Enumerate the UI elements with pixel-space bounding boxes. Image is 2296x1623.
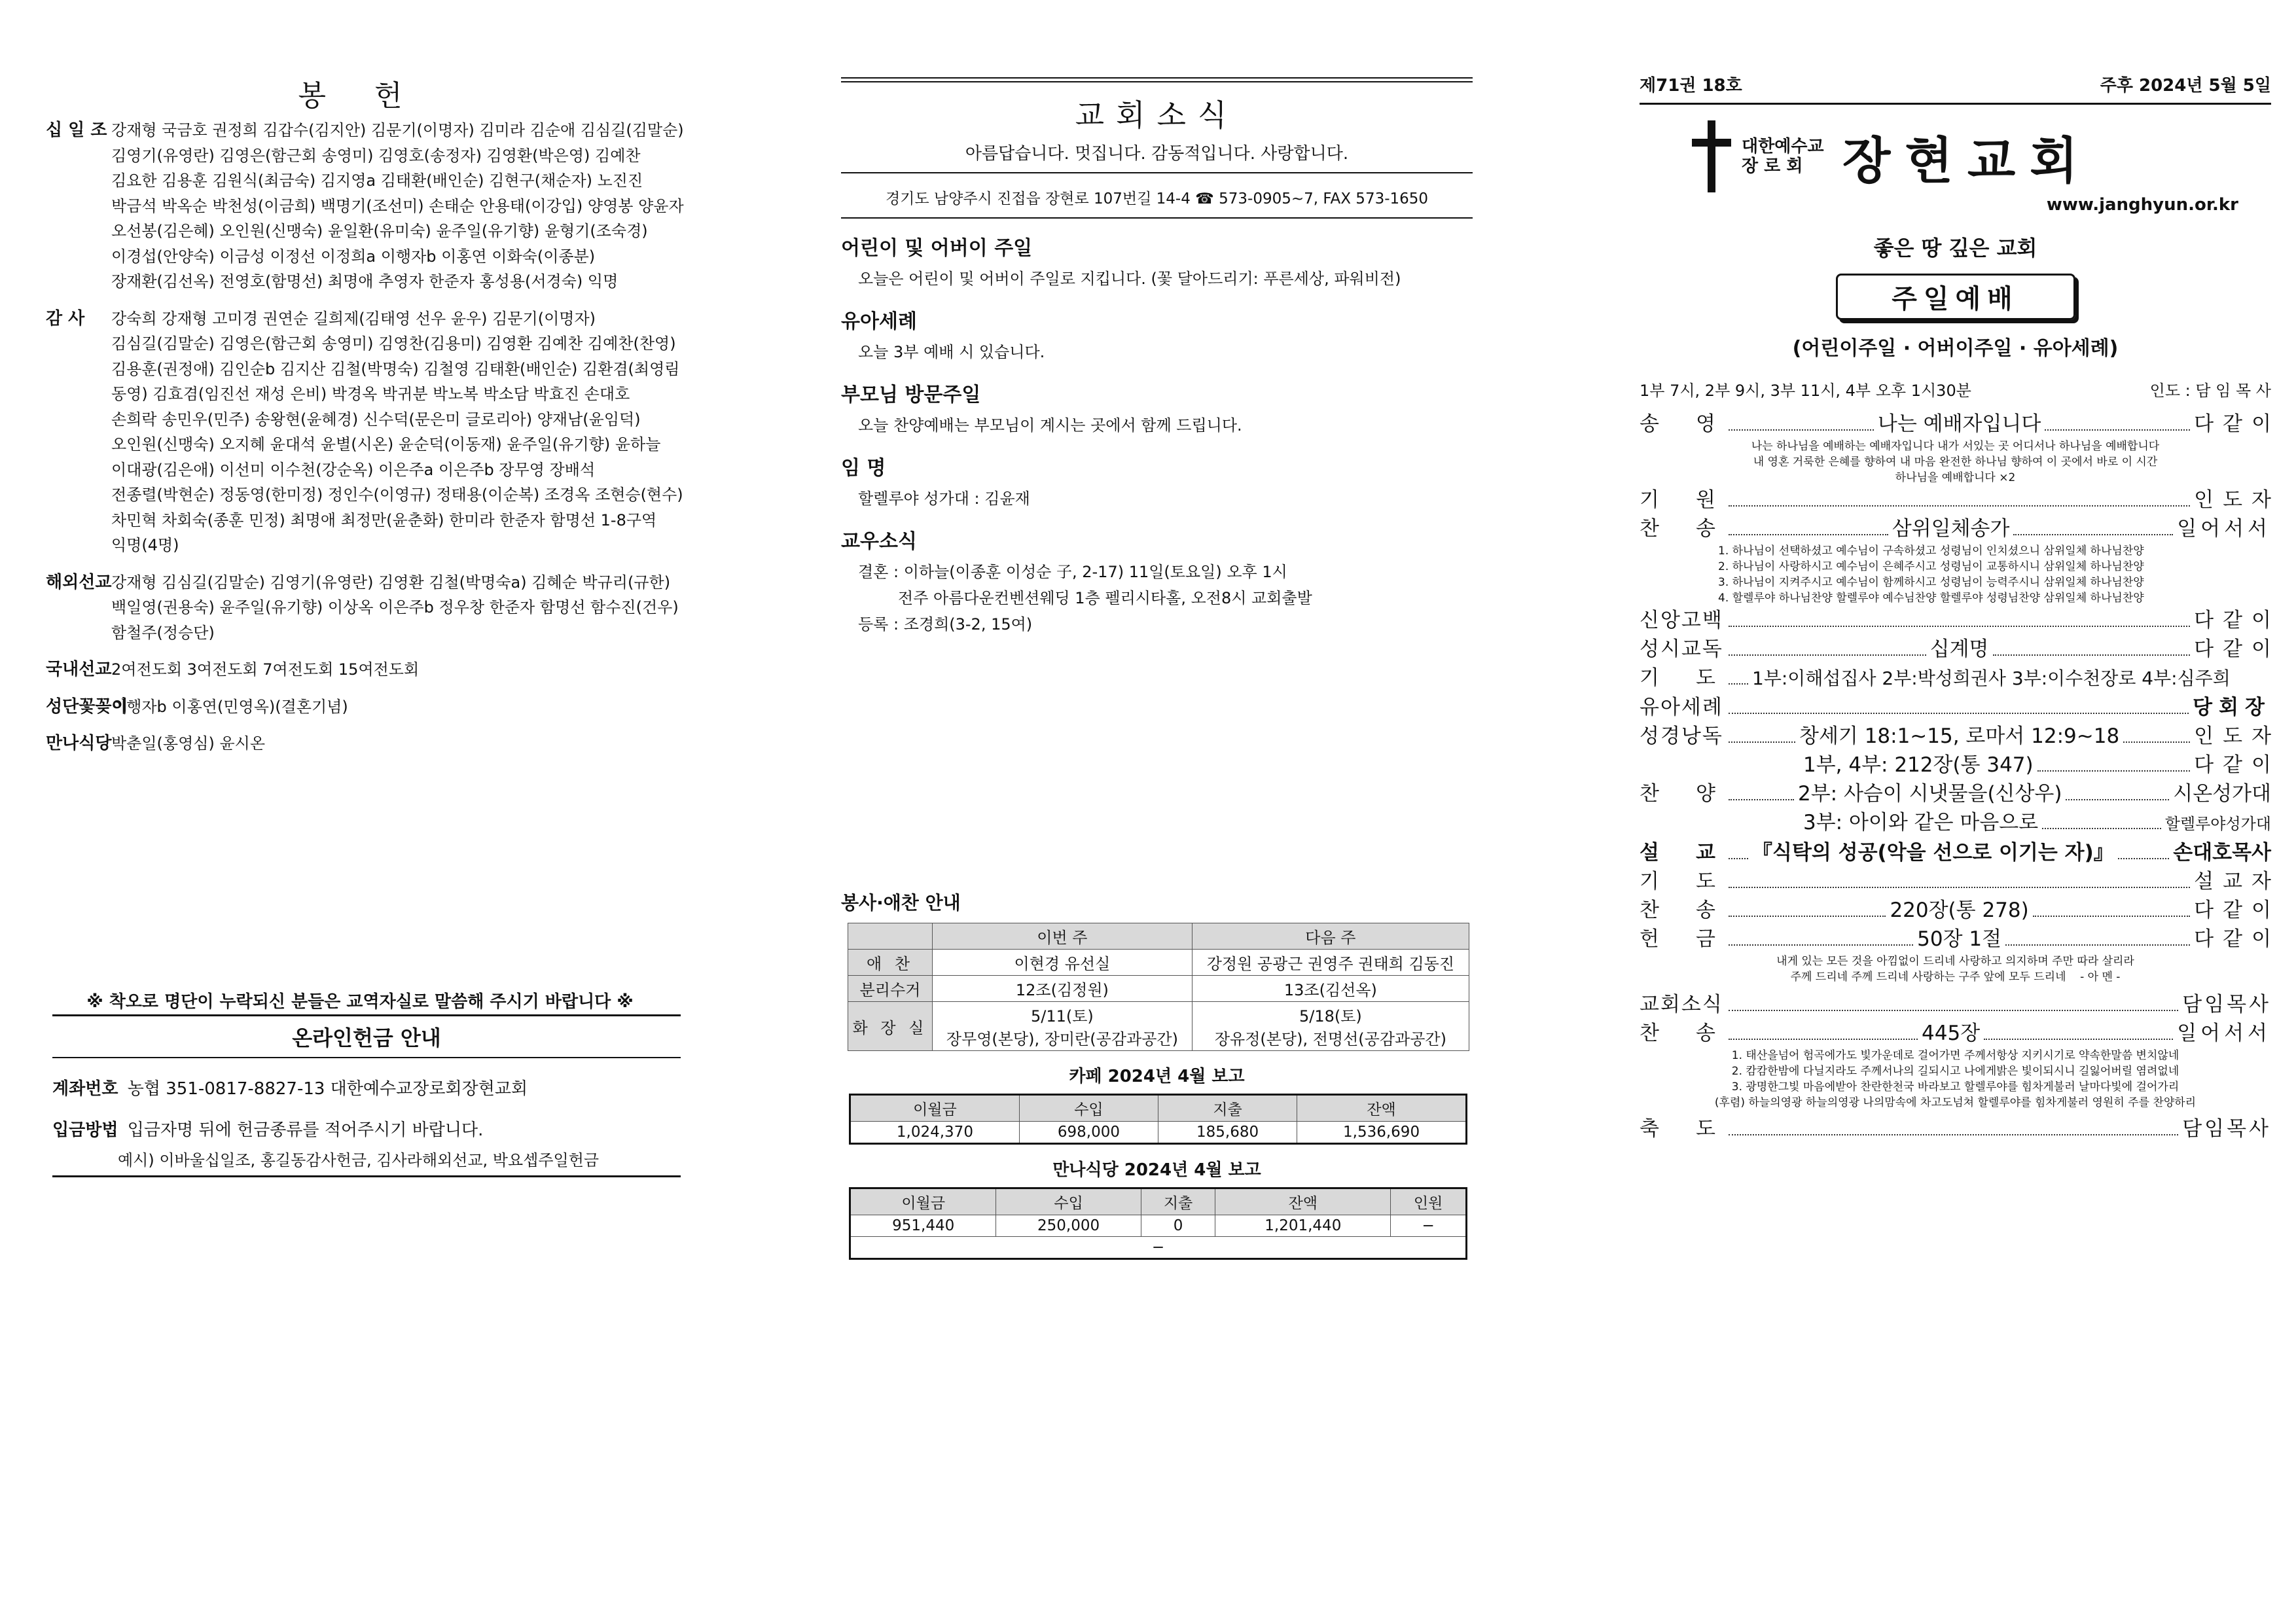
order-by: 다같이 [2194,753,2280,777]
order-row [1640,722,2281,751]
denomination [1742,137,1827,176]
offering-group-tithe [46,118,684,294]
table-header: 이번 주 [933,923,1193,950]
service-title: 주일예배 [1836,274,2075,320]
manna-report-table [849,1187,1467,1260]
name-line: 이경섭(안양숙) 이금성 이정선 이정희a 이행자b 이홍연 이화숙(이종분) [111,247,596,266]
group-label: 해외선교 [46,572,112,592]
cafe-report-title: 카페 2024년 4월 보고 [1069,1067,1245,1086]
lyric-line: 하나님을 예배합니다 ×2 [1895,471,2016,484]
row-label: 애 찬 [848,950,933,976]
sermon-title: 『식탁의 성공(악을 선으로 이기는 자)』 [1752,841,2114,865]
dot-leader [2033,916,2190,917]
table-cell: 951,440 [850,1215,996,1237]
order-by: 시온성가대 [2173,782,2271,806]
account-value: 농협 351-0817-8827-13 대한예수교장로회장현교회 [127,1079,528,1099]
news-text: 등록 : 조경희(3-2, 15여) [858,615,1033,633]
news-heading: 어린이 및 어버이 주일 [841,237,1033,260]
order-label: 기도 [1640,666,1752,690]
order-row [1640,896,2280,925]
account-label: 계좌번호 [52,1079,118,1099]
name-line: 손희락 송민우(민주) 송왕현(윤혜경) 신수덕(문은미 글로리아) 양재남(윤임덕) [111,410,641,429]
service-times: 1부 7시, 2부 9시, 3부 11시, 4부 오후 1시30분 [1640,382,1971,400]
news-item [841,232,1473,292]
order-row [1640,664,2271,693]
table-header: 인원 [1391,1188,1467,1215]
preacher: 손대호목사 [2173,841,2271,865]
name-line: 박금석 박옥순 박천성(이금희) 백명기(조선미) 손태순 안용태(이강입) 양영봉 양윤자 [111,196,684,215]
method-example: 예시) 이바울십일조, 홍길동감사헌금, 김사라해외선교, 박요셉주일헌금 [118,1151,600,1169]
order-by: 인도자 [2194,488,2280,512]
online-giving-title: 온라인헌금 안내 [52,1014,681,1058]
account-row [52,1075,681,1099]
order-row [1640,779,2271,808]
table-cell: 13조(김선옥) [1192,976,1469,1002]
table-header: 잔액 [1215,1188,1391,1215]
bulletin-header [1640,72,2271,105]
table-row [848,950,1469,976]
lyric-line: 1. 태산을넘어 험곡에가도 빛가운데로 걸어가면 주께서항상 지키시기로 약속한말씀 변치않네 [1731,1049,2179,1062]
order-by: 할렐루야성가대 [2164,815,2271,833]
dot-leader [1729,713,2189,714]
name-line: 전종렬(박현순) 정동영(한미정) 정인수(이영규) 정태용(이순복) 조경옥 조현승(현수) [111,486,683,504]
name-line: 백일영(권용숙) 윤주일(유기향) 이상옥 이은주b 정우창 한준자 함명선 함수진(건우) [111,598,679,616]
method-row [52,1116,681,1141]
dot-leader [1984,1039,2173,1040]
dot-leader [1729,858,1748,859]
order-by: 일어서서 [2177,517,2272,541]
name-line: 이행자b 이홍연(민영옥)(결혼기념) [111,697,348,716]
order-title: 3부: 아이와 같은 마음으로 [1803,811,2039,834]
name-line: 김심길(김말순) 김영은(함근회 송영미) 김영찬(김용미) 김영환 김예찬 김예찬(찬영) [111,334,676,353]
news-heading: 부모님 방문주일 [841,383,981,406]
offering-group-flowers [46,694,681,720]
name-line: 오인원(신맹숙) 오지혜 윤대석 윤별(시온) 윤순덕(이동재) 윤주일(유기향) 윤하늘 [111,435,661,454]
dot-leader [1729,429,1874,431]
row-label: 분리수거 [848,976,933,1002]
news-text: 할렐루야 성가대 : 김윤재 [858,490,1030,508]
dot-leader [2118,858,2170,859]
name-line: 차민혁 차회숙(종훈 민정) 최명애 최정만(윤춘화) 한미라 한준자 함명선 1-8구역 [111,510,657,529]
name-line: 함철주(정승단) [111,623,215,642]
order-by: 담임목사 [2182,1117,2271,1141]
order-row [1640,606,2280,635]
order-label: 성시교독 [1640,637,1723,661]
offering-title: 봉 헌 [298,79,422,113]
lyric-line: 나는 하나님을 예배하는 예배자입니다 내가 서있는 곳 어디서나 하나님을 예배합니다 [1751,440,2160,453]
order-label: 성경낭독 [1640,724,1723,748]
news-text: 결혼 : 이하늘(이종훈 이성순 子, 2-17) 11일(토요일) 오후 1시 [858,563,1287,581]
table-cell: − [850,1237,1467,1259]
service-duty-table [848,923,1469,1051]
lyric-line: 내게 있는 모든 것을 아낌없이 드리네 사랑하고 의지하며 주만 따라 살리라 [1776,955,2134,968]
name-line: 강재형 김심길(김말순) 김영기(유영란) 김영환 김철(박명숙a) 김혜순 박규리(규한) [111,573,671,592]
omission-notice: ※ 착오로 명단이 누락되신 분들은 교역자실로 말씀해 주시기 바랍니다 ※ [86,992,634,1012]
order-title: 2부: 사슴이 시냇물을(신상우) [1798,782,2062,806]
cell-date: 5/11(토) [1030,1007,1094,1026]
name-line: 김용훈(권정애) 김인순b 김지산 김철(박명숙) 김철영 김태환(배인순) 김환겸(최영림 [111,359,680,378]
table-cell: 250,000 [996,1215,1141,1237]
table-header: 이월금 [850,1095,1020,1122]
dot-leader [1729,1134,2178,1135]
order-row [1640,925,2281,954]
order-label: 찬양 [1640,782,1752,806]
offering-group-thanks [46,306,681,558]
table-cell: 1,536,690 [1297,1122,1467,1144]
church-logo [1692,120,2271,192]
name-line: 박춘일(홍영심) 윤시온 [111,734,266,753]
order-by: 다같이 [2194,927,2281,951]
order-row [1640,486,2280,514]
order-label: 송영 [1640,412,1752,436]
news-text: 오늘 찬양예배는 부모님이 계시는 곳에서 함께 드립니다. [858,416,1242,435]
order-by: 담임목사 [2182,993,2271,1016]
dot-leader [2066,799,2169,800]
group-label: 만나식당 [46,734,112,753]
order-title: 삼위일체송가 [1892,517,2010,541]
order-title: 445장 [1922,1022,1981,1045]
group-label: 감 사 [46,308,85,329]
dot-leader [1729,887,2190,888]
news-heading: 유아세례 [841,310,917,333]
order-label: 찬송 [1640,517,1752,541]
manna-report-title: 만나식당 2024년 4월 보고 [1052,1160,1261,1180]
table-cell: 강정원 공광근 권영주 권태희 김동진 [1192,950,1469,976]
table-header: 잔액 [1297,1095,1467,1122]
news-heading: 교우소식 [841,530,917,553]
table-cell: 12조(김정원) [933,976,1193,1002]
group-label: 십 일 조 [46,120,107,140]
news-item [841,525,1473,637]
dot-leader [1729,534,1888,535]
order-label: 찬송 [1640,899,1752,922]
group-label: 성단꽃꽂이 [46,696,128,717]
order-by: 다같이 [2194,899,2280,922]
service-times-row [1640,378,2271,401]
cross-icon [1692,120,1731,192]
table-cell: 이현경 유선실 [933,950,1193,976]
order-label: 유아세례 [1640,696,1723,719]
table-cell: 0 [1141,1215,1215,1237]
volume-number: 제71권 18호 [1640,76,1742,96]
dot-leader [2123,741,2190,743]
offering-group-domestic [46,657,681,683]
lyric-line: 1. 하나님이 선택하셨고 예수님이 구속하셨고 성령님이 인치셨으니 삼위일체 하나님찬양 [1718,544,2144,558]
order-label: 축도 [1640,1117,1752,1141]
dot-leader [1993,654,2191,656]
table-header: 지출 [1158,1095,1297,1122]
church-address: 경기도 남양주시 진접읍 장현로 107번길 14-4 ☎ 573-0905~7, FAX 573-1650 [841,187,1473,219]
dot-leader [2037,770,2191,772]
method-value: 입금자명 뒤에 헌금종류를 적어주시기 바랍니다. [127,1120,484,1140]
denomination-line: 장 로 회 [1742,156,1803,176]
service-duty-section [841,889,1473,1260]
order-detail: 1부:이해섭집사 2부:박성희권사 3부:이수천장로 4부:심주희 [1752,668,2231,689]
dot-leader [1729,654,1926,656]
lyric-line: 3. 광명한그빛 마음에받아 찬란한천국 바라보고 할렐루야를 힘차게불러 날마다빛에 걸어가리 [1731,1080,2179,1094]
table-header: 수입 [1019,1095,1158,1122]
table-cell [1192,1002,1469,1051]
dot-leader [2013,534,2173,535]
name-line: 오선봉(김은혜) 오인원(신맹숙) 윤일환(유미숙) 윤주일(유기향) 윤형기(조숙경) [111,222,648,240]
website: www.janghyun.or.kr [2046,195,2238,215]
order-title: 1부, 4부: 212장(통 347) [1803,753,2034,777]
table-header: 수입 [996,1188,1141,1215]
order-row [1640,808,2271,838]
lyric-line: 2. 캄캄한밤에 다닐지라도 주께서나의 길되시고 나에게밝은 빛이되시니 길잃어버릴 염려없네 [1731,1065,2179,1078]
service-leader: 인도 : 담 임 목 사 [2149,382,2271,400]
order-title: 50장 1절 [1917,927,2002,951]
offering-list [46,118,684,768]
news-title: 교회소식 [1075,98,1239,133]
worship-order-section [1640,0,2281,1143]
name-line: 김요한 김용훈 김원식(최금숙) 김지영a 김태환(배인순) 김현구(채순자) 노진진 [111,171,643,190]
cell-names: 장무영(본당), 장미란(공감과공간) [946,1030,1178,1048]
order-title: 창세기 18:1~15, 로마서 12:9~18 [1799,724,2120,748]
bulletin-date: 주후 2024년 5월 5일 [2100,76,2271,96]
dot-leader [2042,828,2161,829]
order-row [1640,1019,2271,1048]
order-label: 기원 [1640,488,1752,512]
table-cell: − [1391,1215,1467,1237]
table-header: 이월금 [850,1188,996,1215]
church-motto: 아름답습니다. 멋집니다. 감동적입니다. 사랑합니다. [841,140,1473,173]
dot-leader [1729,916,1886,917]
order-label: 찬송 [1640,1022,1752,1045]
table-row [848,1002,1469,1051]
name-line: 장재환(김선옥) 전영호(함명선) 최명애 추영자 한준자 홍성용(서경숙) 익명 [111,272,619,291]
order-title: 220장(통 278) [1890,899,2029,922]
online-giving-box [52,1014,681,1177]
table-cell: 185,680 [1158,1122,1297,1144]
offering-group-overseas [46,570,681,646]
worship-order [1640,410,2281,1143]
news-item [841,305,1473,365]
order-row [1640,1115,2271,1143]
church-name: 장현교회 [1842,131,2092,190]
news-item [841,452,1473,512]
lyric-line: 3. 하나님이 지켜주시고 예수님이 함께하시고 성령님이 능력주시니 삼위일체 하나님찬양 [1718,576,2144,589]
name-line: 강숙희 강재형 고미경 권연순 길희제(김태영 선우 윤우) 김문기(이명자) [111,309,596,328]
cafe-report-table [849,1094,1467,1145]
news-text: 오늘 3부 예배 시 있습니다. [858,343,1045,361]
order-row [1640,693,2271,722]
row-label: 화 장 실 [848,1002,933,1051]
lyric-line: 4. 할렐루야 하나님찬양 할렐루야 예수님찬양 할렐루야 성령님찬양 삼위일체 하나님찬양 [1718,592,2144,605]
service-duty-heading: 봉사·애찬 안내 [841,892,961,914]
name-line: 익명(4명) [111,536,179,554]
news-heading: 임 명 [841,457,886,480]
lyric-line: 내 영혼 거룩한 은혜를 향하여 내 마음 완전한 하나님 향하여 이 곳에서 바로 이 시간 [1753,455,2158,469]
name-line: 동영) 김효겸(임진선 재성 은비) 박경옥 박귀분 박노복 박소담 박효진 손대호 [111,385,630,403]
dot-leader [1729,944,1913,946]
dot-leader [1729,505,2190,507]
group-label: 국내선교 [46,660,112,679]
order-row [1640,867,2280,896]
offering-group-manna [46,731,681,757]
order-by: 인도자 [2194,724,2281,748]
divider [841,77,1473,82]
table-row [850,1237,1467,1259]
name-line: 김영기(유영란) 김영은(함근회 송영미) 김영호(송정자) 김영환(박은영) 김예찬 [111,146,641,165]
order-by: 다같이 [2194,637,2280,661]
order-by: 당회장 [2193,696,2271,719]
divider [52,1175,681,1177]
order-row [1640,990,2271,1019]
lyric-line: 주께 드리네 주께 드리네 사랑하는 구주 앞에 모두 드리네 - 아 멘 - [1790,971,2121,984]
table-header: 다음 주 [1192,923,1469,950]
table-row [850,1215,1467,1237]
dot-leader [2045,429,2190,431]
slogan: 좋은 땅 깊은 교회 [1873,236,2037,260]
table-row [848,976,1469,1002]
cell-date: 5/18(토) [1299,1007,1362,1026]
order-label: 설교 [1640,841,1752,865]
order-label: 헌금 [1640,927,1752,951]
order-row [1640,514,2271,543]
news-text: 전주 아름다운컨벤션웨딩 1층 펠리시타홀, 오전8시 교회출발 [858,589,1312,607]
name-line: 2여전도회 3여전도회 7여전도회 15여전도회 [111,660,420,679]
order-label: 신앙고백 [1640,609,1723,632]
dot-leader [1729,1010,2178,1011]
table-cell: 698,000 [1019,1122,1158,1144]
lyric-line: 2. 하나님이 사랑하시고 예수님이 은혜주시고 성령님이 교통하시니 삼위일체 하나님찬양 [1718,560,2144,573]
dot-leader [1729,1039,1918,1040]
lyric-line: (후렴) 하늘의영광 하늘의영광 나의맘속에 차고도넘쳐 할렐루야를 힘차게불러 영원히 주를 찬양하리 [1714,1096,2197,1109]
order-title: 십계명 [1929,637,1989,661]
order-label: 기도 [1640,870,1752,893]
order-row [1640,838,2271,867]
table-header: 지출 [1141,1188,1215,1215]
order-by: 다같이 [2194,412,2281,436]
name-line: 강재형 국금호 권정희 김갑수(김지안) 김문기(이명자) 김미라 김순애 김심길(김말순) [111,121,684,139]
order-by: 다같이 [2194,609,2280,632]
dot-leader [1729,683,1748,685]
church-news-section [841,77,1473,1256]
table-row [850,1122,1467,1144]
order-by: 설교자 [2194,870,2280,893]
order-row [1640,635,2280,664]
method-label: 입금방법 [52,1120,118,1140]
table-cell: 1,024,370 [850,1122,1020,1144]
order-row [1640,751,2280,779]
dot-leader [1729,626,2190,627]
cell-names: 장유정(본당), 전명선(공감과공간) [1214,1030,1446,1048]
table-cell: 1,201,440 [1215,1215,1391,1237]
order-label: 교회소식 [1640,993,1723,1016]
table-corner [848,923,933,950]
order-row [1640,410,2281,438]
order-by: 일어서서 [2177,1022,2272,1045]
name-line: 이대광(김은애) 이선미 이수천(강순옥) 이은주a 이은주b 장무영 장배석 [111,460,596,479]
news-text: 오늘은 어린이 및 어버이 주일로 지킵니다. (꽃 달아드리기: 푸른세상, 파워비전) [858,270,1401,288]
table-cell [933,1002,1193,1051]
dot-leader [1729,741,1795,743]
dot-leader [1729,799,1794,800]
order-title: 나는 예배자입니다 [1877,412,2041,436]
dot-leader [2005,944,2190,946]
denomination-line: 대한예수교 [1742,137,1824,156]
service-subtitle: (어린이주일 · 어버이주일 · 유아세례) [1792,337,2119,360]
news-item [841,378,1473,438]
